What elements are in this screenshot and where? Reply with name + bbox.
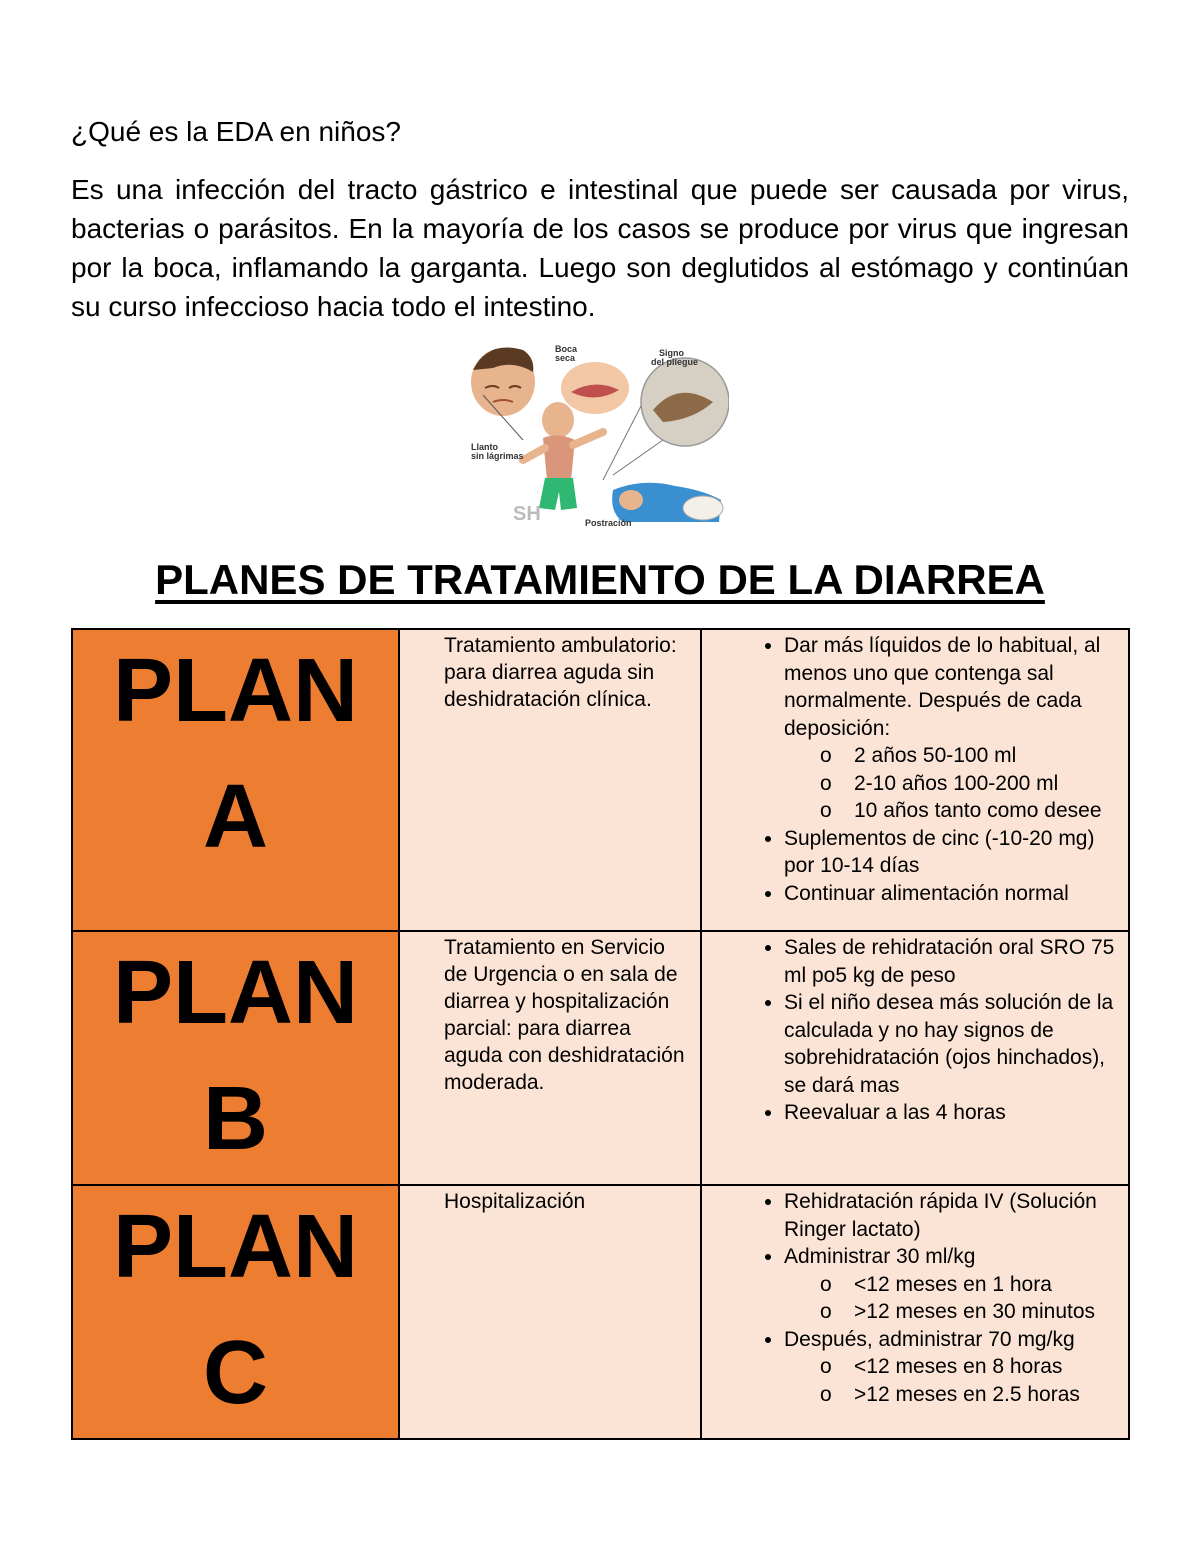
list-item: o 2 años 50-100 ml (854, 742, 1118, 770)
label-llanto: Llanto sin lágrimas (471, 442, 524, 461)
plan-b-label-line1: PLAN (113, 943, 358, 1043)
list-item: • Suplementos de cinc (-10-20 mg) por 10-14 días (784, 825, 1118, 880)
plan-a-steps-cell (701, 629, 1129, 931)
plan-b-cell (72, 931, 399, 1185)
plan-c-label-line1: PLAN (113, 1197, 358, 1297)
table-row (72, 1185, 1129, 1439)
plan-c-description: Hospitalización (444, 1190, 586, 1213)
list-item: o 2-10 años 100-200 ml (854, 770, 1118, 798)
plan-b-label-line2: B (203, 1069, 268, 1169)
plan-a-steps (702, 630, 1128, 907)
label-boca-seca: Boca seca (555, 344, 578, 363)
plan-c-steps (702, 1186, 1128, 1408)
plan-a-cell (72, 629, 399, 931)
plan-a-label-line2: A (203, 767, 268, 867)
plan-a-description-cell (399, 629, 701, 931)
plan-b-description-cell (399, 931, 701, 1185)
plan-b-steps (702, 932, 1128, 1127)
list-item: o <12 meses en 1 hora (854, 1271, 1118, 1299)
sub-list (784, 1271, 1118, 1326)
sub-list (784, 742, 1118, 825)
step-text: Después, administrar 70 mg/kg (784, 1327, 1075, 1351)
label-signo-pliegue: Signo del pliegue (651, 348, 699, 367)
plan-c-label-line2: C (203, 1323, 268, 1423)
plan-b-steps-cell (701, 931, 1129, 1185)
question-heading: ¿Qué es la EDA en niños? (71, 116, 401, 147)
list-item: o <12 meses en 8 horas (854, 1353, 1118, 1381)
list-item: • Si el niño desea más solución de la calculada y no hay signos de sobrehidratación (ojos hinchados), se dará mas (784, 989, 1118, 1099)
plan-c-cell (72, 1185, 399, 1439)
intro-paragraph: Es una infección del tracto gástrico e intestinal que puede ser causada por virus, bacterias o parásitos. En la mayoría de los casos se produce por virus que ingresan por la boca, inflamando la garganta. Luego son deglutidos al estómago y continúan su curso infeccioso hacia todo el intestino. (71, 174, 1129, 322)
list-item: • Reevaluar a las 4 horas (784, 1099, 1118, 1127)
table-row (72, 931, 1129, 1185)
list-item (784, 1243, 1118, 1326)
list-item: o 10 años tanto como desee (854, 797, 1118, 825)
list-item (784, 1326, 1118, 1409)
treatment-plans-heading: PLANES DE TRATAMIENTO DE LA DIARREA (155, 556, 1045, 603)
step-text: Dar más líquidos de lo habitual, al menos uno que contenga sal normalmente. Después de cada deposición: (784, 634, 1101, 740)
plan-a-label-line1: PLAN (113, 641, 358, 741)
list-item: • Rehidratación rápida IV (Solución Ringer lactato) (784, 1188, 1118, 1243)
logo-sh: SH (513, 503, 541, 525)
label-postracion: Postración (585, 518, 632, 528)
list-item: • Sales de rehidratación oral SRO 75 ml po5 kg de peso (784, 934, 1118, 989)
plan-c-steps-cell (701, 1185, 1129, 1439)
plan-a-description: Tratamiento ambulatorio: para diarrea aguda sin deshidratación clínica. (444, 634, 677, 711)
list-item: • Continuar alimentación normal (784, 880, 1118, 908)
dehydration-illustration (463, 340, 729, 530)
plan-b-description: Tratamiento en Servicio de Urgencia o en sala de diarrea y hospitalización parcial: para diarrea aguda con deshidratación moderada. (444, 936, 685, 1094)
table-row (72, 629, 1129, 931)
sub-list (784, 1353, 1118, 1408)
list-item: o >12 meses en 30 minutos (854, 1298, 1118, 1326)
list-item: o >12 meses en 2.5 horas (854, 1381, 1118, 1409)
list-item (784, 632, 1118, 825)
plan-c-description-cell (399, 1185, 701, 1439)
treatment-plans-table (71, 628, 1130, 1440)
step-text: Administrar 30 ml/kg (784, 1245, 976, 1268)
